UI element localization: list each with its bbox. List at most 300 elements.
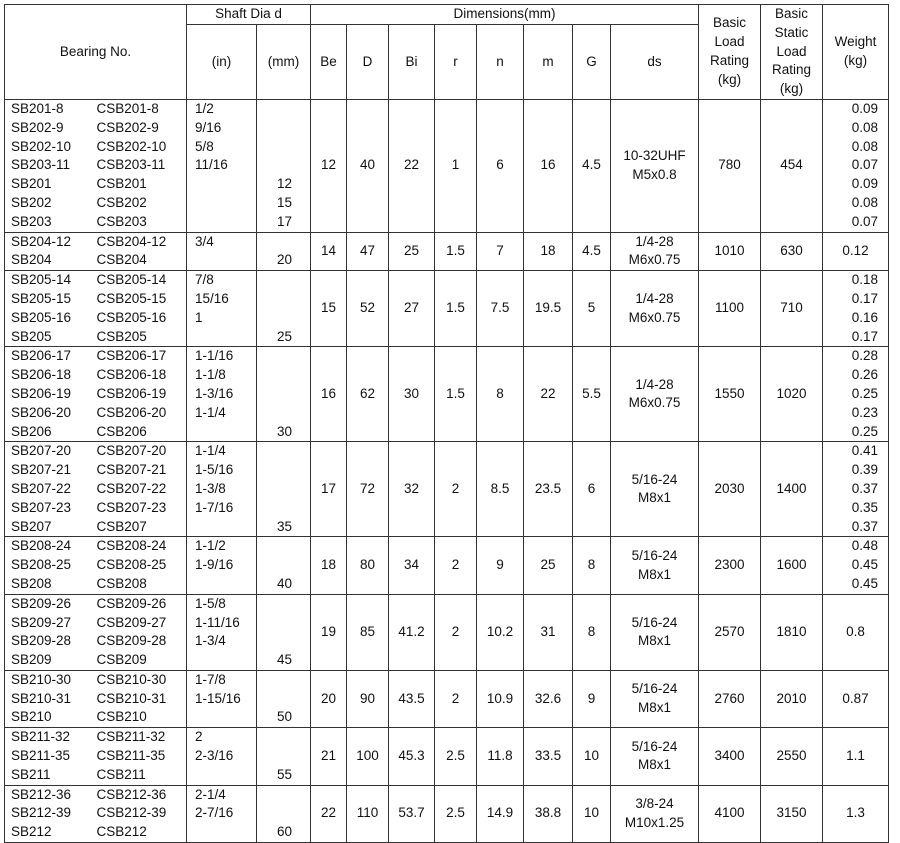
basic-static-load-rating-value: 454 (780, 157, 803, 173)
bearing-sb (5, 271, 91, 347)
shaft-dia-mm-value (257, 728, 292, 747)
dim-ds-value: M8x1 (637, 757, 671, 773)
dim-ds-value: 5/16-24 (631, 614, 678, 630)
weight-value: 0.87 (842, 690, 869, 706)
weight (823, 728, 889, 785)
shaft-dia-mm-value (257, 100, 292, 119)
dim-m-value: 25 (540, 557, 556, 573)
bearing-sb-value: SB205-14 (11, 272, 72, 288)
shaft-dia-mm-value: 55 (276, 766, 292, 782)
bearing-sb-value: SB209-26 (11, 595, 72, 611)
weight (823, 271, 889, 347)
shaft-dia-in-value (195, 518, 256, 537)
shaft-dia-in-value: 2 (195, 729, 203, 745)
bearing-csb (91, 232, 187, 271)
bearing-sb-value: SB207-23 (11, 499, 72, 515)
shaft-dia-mm-value: 40 (276, 575, 292, 591)
bearing-csb-value: CSB205-15 (96, 290, 167, 306)
bearing-csb-value: CSB210 (96, 709, 147, 725)
basic-load-rating-value: 4100 (714, 805, 745, 821)
shaft-dia-mm-value: 25 (276, 328, 292, 344)
dim-g (573, 537, 611, 594)
shaft-dia-mm (257, 728, 311, 785)
bearing-sb (5, 99, 91, 232)
shaft-dia-in-value: 1-1/16 (195, 348, 234, 364)
shaft-dia-mm (257, 670, 311, 727)
dim-n (477, 537, 524, 594)
dim-ds (611, 99, 699, 232)
bearing-sb-value: SB208-24 (11, 538, 72, 554)
dim-n-value: 10.9 (486, 690, 514, 706)
header-line: (kg) (843, 52, 868, 68)
bearing-sb-value: SB202-9 (11, 119, 64, 135)
dim-n (477, 670, 524, 727)
weight-value: 0.48 (851, 538, 878, 554)
shaft-dia-mm (257, 99, 311, 232)
bearing-sb-value: SB211 (11, 766, 51, 782)
dim-be-value: 12 (320, 157, 337, 173)
shaft-dia-mm-value (257, 347, 292, 366)
dim-ds (611, 537, 699, 594)
shaft-dia-in-value: 1-15/16 (195, 690, 241, 706)
basic-static-load-rating-value: 630 (780, 242, 803, 258)
bearing-sb-value: SB212-36 (11, 786, 72, 802)
dim-g (573, 271, 611, 347)
bearing-sb-value: SB210 (11, 709, 52, 725)
dim-bi (389, 271, 435, 347)
bearing-sb-value: SB211-32 (11, 729, 71, 745)
bearing-sb (5, 670, 91, 727)
bearing-csb-value: CSB205-16 (96, 309, 167, 325)
dim-be (311, 594, 347, 670)
bearing-sb (5, 442, 91, 537)
bearing-sb-value: SB205-16 (11, 309, 72, 325)
bearing-csb-value: CSB206-20 (96, 404, 167, 420)
weight-value: 0.09 (851, 100, 878, 116)
dim-n (477, 785, 524, 842)
bearing-sb-value: SB209 (11, 652, 52, 668)
shaft-dia-in-value: 5/8 (195, 138, 214, 154)
shaft-dia-mm-value (257, 690, 292, 709)
bearing-sb-value: SB207-20 (11, 443, 72, 459)
shaft-dia-in-value: 7/8 (195, 272, 214, 288)
shaft-dia-mm-value: 30 (276, 423, 292, 439)
weight-value: 0.45 (851, 557, 878, 573)
bearing-group-row (5, 594, 889, 670)
header-line: Rating (709, 52, 750, 68)
dim-d (347, 537, 389, 594)
bearing-csb-value: CSB202-10 (96, 138, 167, 154)
bearing-sb-value: SB203-11 (11, 157, 71, 173)
dim-g (573, 99, 611, 232)
dim-r (435, 785, 477, 842)
bearing-csb-value: CSB212-36 (96, 786, 167, 802)
weight-value: 0.8 (846, 623, 865, 639)
bearing-csb-value: CSB209-26 (96, 595, 167, 611)
bearing-sb-value: SB203 (11, 213, 52, 229)
weight-value: 0.16 (851, 309, 878, 325)
dim-g-value: 10 (583, 748, 600, 764)
bearing-csb (91, 728, 187, 785)
dim-bi-value: 34 (403, 557, 420, 573)
shaft-dia-in-value: 1-7/8 (195, 671, 226, 687)
dim-m-value: 16 (540, 157, 556, 173)
dim-d-value: 100 (356, 748, 379, 764)
bearing-sb-value: SB211-35 (11, 748, 71, 764)
shaft-dia-in (187, 442, 257, 537)
dim-bi (389, 594, 435, 670)
shaft-dia-in-value: 1-1/8 (195, 367, 226, 383)
shaft-dia-mm-value (257, 804, 292, 823)
bearing-sb-value: SB209-27 (11, 614, 72, 630)
dim-bi-value: 43.5 (398, 690, 425, 706)
weight-value: 0.23 (851, 404, 878, 420)
dim-n-value: 9 (496, 557, 504, 573)
shaft-dia-mm-value (257, 233, 292, 252)
bearing-sb (5, 232, 91, 271)
shaft-dia-in-value: 1-7/16 (195, 499, 234, 515)
dim-d (347, 594, 389, 670)
header-bearing-no: Bearing No. (5, 5, 187, 100)
dim-d (347, 347, 389, 442)
bearing-csb-value: CSB203 (96, 213, 147, 229)
bearing-sb-value: SB206-18 (11, 367, 72, 383)
bearing-csb-value: CSB202 (96, 194, 147, 210)
weight-value: 1.3 (846, 805, 865, 821)
dim-bi-value: 41.2 (398, 623, 425, 639)
dim-bi (389, 442, 435, 537)
dim-g (573, 347, 611, 442)
dim-ds-value: 5/16-24 (631, 738, 678, 754)
dim-m (524, 670, 573, 727)
bearing-csb-value: CSB201 (96, 176, 147, 192)
dim-ds-value: M8x1 (637, 700, 671, 716)
bearing-csb-value: CSB205-14 (96, 272, 167, 288)
bearing-csb-value: CSB206-19 (96, 385, 167, 401)
weight-value: 0.37 (851, 480, 878, 496)
dim-g (573, 442, 611, 537)
weight-value: 0.25 (851, 385, 878, 401)
dim-r-value: 1.5 (446, 300, 465, 316)
bearing-sb-value: SB208 (11, 575, 52, 591)
shaft-dia-mm-value (257, 385, 292, 404)
shaft-dia-in-value (195, 213, 256, 232)
dim-be-value: 16 (320, 385, 337, 401)
weight-value: 0.26 (851, 367, 878, 383)
shaft-dia-mm (257, 271, 311, 347)
dim-n-value: 6 (496, 157, 504, 173)
shaft-dia-mm-value (257, 671, 292, 690)
dim-n-value: 8.5 (490, 480, 510, 496)
dim-ds (611, 785, 699, 842)
shaft-dia-in-value: 2-7/16 (195, 805, 234, 821)
bearing-sb-value: SB210-31 (11, 690, 72, 706)
bearing-group-row (5, 728, 889, 785)
weight (823, 537, 889, 594)
shaft-dia-mm-value (257, 556, 292, 575)
dim-g (573, 728, 611, 785)
shaft-dia-mm-value (257, 480, 292, 499)
shaft-dia-mm-value (257, 309, 292, 328)
weight (823, 442, 889, 537)
bearing-sb-value: SB212-39 (11, 805, 72, 821)
shaft-dia-in-value: 1-1/4 (195, 443, 226, 459)
basic-static-load-rating (761, 442, 823, 537)
dim-n-value: 11.8 (487, 748, 513, 764)
dim-ds-value: M8x1 (637, 633, 671, 649)
basic-static-load-rating-value: 3150 (776, 805, 807, 821)
bearing-csb (91, 442, 187, 537)
bearing-csb-value: CSB208 (96, 575, 147, 591)
bearing-csb-value: CSB208-25 (96, 557, 167, 573)
bearing-csb-value: CSB207-20 (96, 443, 167, 459)
dim-m-value: 31 (540, 623, 556, 639)
dim-be-value: 17 (320, 480, 337, 496)
weight-value: 0.17 (851, 290, 878, 306)
shaft-dia-mm-value (257, 595, 292, 614)
shaft-dia-mm-value: 20 (276, 252, 292, 268)
dim-ds-value: M8x1 (637, 490, 671, 506)
bearing-csb-value: CSB210-30 (96, 671, 167, 687)
dim-r (435, 670, 477, 727)
bearing-sb-value: SB206 (11, 423, 52, 439)
shaft-dia-mm-value (257, 119, 292, 138)
weight-value: 0.09 (851, 176, 878, 192)
shaft-dia-in-value: 1-5/8 (195, 595, 226, 611)
dim-bi-value: 45.3 (398, 748, 425, 764)
weight (823, 670, 889, 727)
dim-be (311, 232, 347, 271)
shaft-dia-mm-value (257, 366, 292, 385)
dim-ds-value: 1/4-28 (635, 376, 674, 392)
header-line: Load (776, 43, 807, 59)
dim-bi-value: 22 (403, 157, 420, 173)
shaft-dia-in-value (195, 708, 256, 727)
bearing-csb-value: CSB206-18 (96, 367, 167, 383)
dim-ds-value: M5x0.8 (632, 166, 677, 182)
bearing-csb-value: CSB207-23 (96, 499, 167, 515)
dim-g-value: 4.5 (582, 242, 601, 258)
weight-value: 0.28 (851, 348, 878, 364)
shaft-dia-mm-value (257, 786, 292, 805)
basic-load-rating (699, 232, 761, 271)
dim-d-value: 72 (359, 480, 376, 496)
dim-be-value: 14 (320, 242, 337, 258)
dim-d-value: 40 (359, 157, 376, 173)
shaft-dia-in-value: 1-11/16 (195, 614, 240, 630)
header-line: Basic (774, 6, 808, 21)
dim-d-value: 110 (356, 805, 379, 821)
dim-bi-value: 27 (403, 300, 420, 316)
dim-n (477, 271, 524, 347)
dim-d (347, 232, 389, 271)
dim-g-value: 8 (587, 557, 596, 573)
weight-value: 0.08 (851, 119, 878, 135)
shaft-dia-in-value: 1-3/8 (195, 480, 226, 496)
dim-r (435, 347, 477, 442)
dim-r-value: 2 (451, 480, 460, 496)
bearing-csb (91, 594, 187, 670)
dim-n (477, 232, 524, 271)
dim-d (347, 99, 389, 232)
dim-r-value: 2.5 (446, 748, 465, 764)
bearing-csb-value: CSB203-11 (96, 157, 166, 173)
dim-r-value: 1.5 (446, 242, 465, 258)
dim-m-value: 23.5 (534, 480, 562, 496)
basic-static-load-rating (761, 785, 823, 842)
header-basic-static-load-rating (761, 5, 823, 100)
dim-m-value: 38.8 (534, 805, 562, 821)
shaft-dia-in-value (195, 175, 256, 194)
shaft-dia-mm-value: 15 (276, 194, 292, 210)
bearing-sb-value: SB204 (11, 252, 52, 268)
shaft-dia-mm-value (257, 271, 292, 290)
bearing-sb-value: SB206-20 (11, 404, 72, 420)
shaft-dia-mm-value (257, 442, 292, 461)
dim-bi-value: 30 (403, 385, 420, 401)
dim-ds-value: M10x1.25 (624, 814, 685, 830)
header-line: Static (774, 24, 809, 40)
dim-n-value: 7.5 (490, 300, 510, 316)
dim-m (524, 271, 573, 347)
dim-ds (611, 594, 699, 670)
bearing-sb-value: SB201 (11, 176, 52, 192)
bearing-sb (5, 594, 91, 670)
basic-static-load-rating (761, 537, 823, 594)
shaft-dia-in (187, 594, 257, 670)
dim-n-value: 10.2 (486, 623, 514, 639)
bearing-csb-value: CSB205 (96, 328, 147, 344)
dim-g-value: 6 (587, 480, 596, 496)
dim-r-value: 1 (451, 157, 460, 173)
bearing-csb-value: CSB208-24 (96, 538, 167, 554)
bearing-csb (91, 347, 187, 442)
weight-value: 0.39 (851, 462, 878, 478)
bearing-csb-value: CSB211-32 (96, 729, 166, 745)
bearing-sb-value: SB208-25 (11, 557, 72, 573)
dim-ds-value: 3/8-24 (635, 796, 674, 812)
bearing-csb-value: CSB201-8 (96, 100, 159, 116)
dim-m (524, 99, 573, 232)
basic-static-load-rating (761, 594, 823, 670)
dim-ds (611, 232, 699, 271)
shaft-dia-in (187, 670, 257, 727)
basic-load-rating (699, 594, 761, 670)
header-d: D (347, 24, 389, 99)
basic-static-load-rating-value: 2010 (776, 690, 807, 706)
header-basic-load-rating (699, 5, 761, 100)
dim-g (573, 232, 611, 271)
header-line: Rating (771, 62, 812, 78)
basic-load-rating (699, 99, 761, 232)
shaft-dia-in (187, 785, 257, 842)
basic-static-load-rating-value: 1020 (776, 385, 807, 401)
dim-n (477, 347, 524, 442)
shaft-dia-in-value (195, 194, 256, 213)
shaft-dia-in-value (195, 251, 256, 270)
shaft-dia-mm-value (257, 461, 292, 480)
bearing-sb-value: SB207-21 (11, 462, 72, 478)
bearing-sb (5, 347, 91, 442)
shaft-dia-in-value: 1-1/4 (195, 404, 226, 420)
header-line: Weight (834, 34, 877, 50)
dim-be (311, 347, 347, 442)
basic-load-rating (699, 785, 761, 842)
basic-static-load-rating (761, 670, 823, 727)
bearing-csb-value: CSB209 (96, 652, 147, 668)
weight-value: 0.07 (851, 157, 878, 173)
basic-load-rating-value: 3400 (714, 748, 745, 764)
bearing-csb-value: CSB212-39 (96, 805, 167, 821)
bearing-sb-value: SB205-15 (11, 290, 72, 306)
bearing-csb (91, 271, 187, 347)
basic-load-rating-value: 1550 (714, 385, 745, 401)
dim-bi (389, 99, 435, 232)
dim-r-value: 2 (451, 623, 460, 639)
dim-d (347, 271, 389, 347)
dim-r-value: 2 (451, 690, 460, 706)
header-bi: Bi (389, 24, 435, 99)
dim-be (311, 728, 347, 785)
dim-bi (389, 728, 435, 785)
shaft-dia-mm-value: 17 (276, 213, 292, 229)
basic-static-load-rating-value: 1600 (776, 557, 807, 573)
dim-g (573, 670, 611, 727)
basic-load-rating (699, 670, 761, 727)
weight-value: 0.41 (851, 443, 878, 459)
dim-bi (389, 785, 435, 842)
shaft-dia-mm-value: 45 (276, 652, 292, 668)
shaft-dia-mm (257, 232, 311, 271)
shaft-dia-in-value: 1-3/4 (195, 633, 226, 649)
dim-ds (611, 347, 699, 442)
bearing-csb-value: CSB211 (96, 766, 146, 782)
dim-g-value: 5 (587, 300, 596, 316)
shaft-dia-in (187, 271, 257, 347)
basic-static-load-rating-value: 710 (780, 300, 803, 316)
dim-ds-value: M6x0.75 (628, 252, 681, 268)
basic-load-rating (699, 271, 761, 347)
shaft-dia-in-value (195, 651, 256, 670)
bearing-csb (91, 670, 187, 727)
bearing-csb-value: CSB212 (96, 824, 147, 840)
header-shaft-dia: Shaft Dia d (187, 5, 311, 25)
dim-d (347, 728, 389, 785)
bearing-spec-table (4, 4, 889, 843)
dim-be (311, 99, 347, 232)
dim-r-value: 1.5 (446, 385, 465, 401)
bearing-sb-value: SB201-8 (11, 100, 64, 116)
dim-be-value: 15 (320, 300, 337, 316)
basic-static-load-rating (761, 99, 823, 232)
dim-bi-value: 53.7 (398, 805, 425, 821)
shaft-dia-mm-value (257, 404, 292, 423)
dim-ds-value: 5/16-24 (631, 471, 678, 487)
dim-n-value: 7 (496, 242, 504, 258)
bearing-group-row (5, 347, 889, 442)
basic-load-rating (699, 537, 761, 594)
basic-static-load-rating-value: 1400 (776, 480, 807, 496)
bearing-group-row (5, 537, 889, 594)
dim-n (477, 442, 524, 537)
basic-static-load-rating (761, 232, 823, 271)
weight-value: 0.07 (851, 213, 878, 229)
header-m: m (524, 24, 573, 99)
header-be: Be (311, 24, 347, 99)
dim-n (477, 99, 524, 232)
dim-m (524, 785, 573, 842)
dim-be (311, 442, 347, 537)
